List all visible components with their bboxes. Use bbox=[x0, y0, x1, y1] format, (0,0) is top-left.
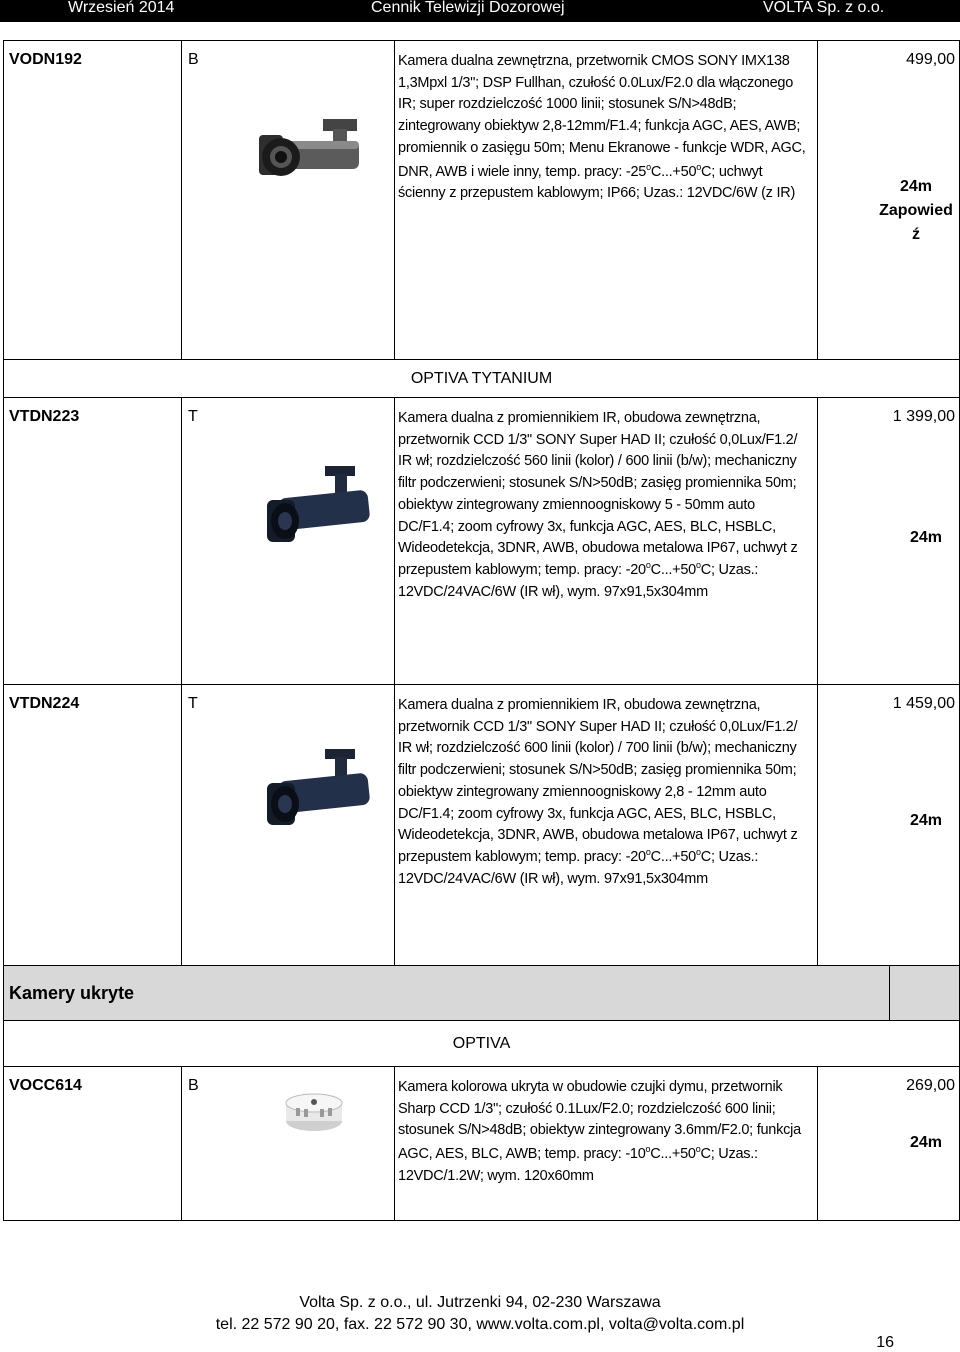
section-title: OPTIVA TYTANIUM bbox=[4, 360, 960, 398]
warranty: 24m bbox=[909, 1134, 943, 1151]
section-row bbox=[4, 1021, 960, 1067]
product-price: 499,00 bbox=[906, 51, 955, 68]
footer-address: Volta Sp. z o.o., ul. Jutrzenki 94, 02-230 Warszawa bbox=[299, 1294, 661, 1311]
header-date: Wrzesień 2014 bbox=[68, 0, 175, 16]
desc-line: promiennik o zasięgu 50m; Menu Ekranowe - funkcje WDR, AGC, bbox=[398, 139, 806, 156]
price-cell bbox=[818, 1067, 960, 1221]
desc-line: 12VDC/24VAC/6W (IR wł), wym. 97x91,5x304mm bbox=[398, 870, 708, 887]
desc-line: filtr podczerwieni; stosunek S/N>50dB; zasięg promiennika 50m; bbox=[398, 762, 797, 779]
product-code: VTDN224 bbox=[4, 685, 182, 966]
product-code: VTDN223 bbox=[4, 398, 182, 685]
desc-line: Kamera kolorowa ukryta w obudowie czujki dymu, przetwornik bbox=[398, 1079, 783, 1095]
bullet-camera-navy-icon bbox=[265, 747, 375, 837]
category-filler bbox=[890, 966, 960, 1021]
header-company: VOLTA Sp. z o.o. bbox=[763, 0, 885, 16]
desc-line: IR; super rozdzielczość 1000 linii; stosunek S/N>48dB; bbox=[398, 96, 737, 113]
product-code: VODN192 bbox=[4, 41, 182, 360]
desc-line: przetwornik CCD 1/3" SONY Super HAD II; czułość 0,0Lux/F1.2/ bbox=[398, 431, 798, 448]
desc-line: przepustem kablowym; temp. pracy: $-20^oC...+50^oC$; Uzas.: bbox=[398, 560, 759, 578]
bullet-camera-navy-icon bbox=[265, 464, 375, 554]
price-cell bbox=[818, 398, 960, 685]
price-cell bbox=[818, 685, 960, 966]
product-description bbox=[395, 685, 818, 966]
product-price: 269,00 bbox=[906, 1077, 955, 1094]
bullet-camera-ir-icon bbox=[257, 111, 372, 191]
desc-line: 12VDC/24VAC/6W (IR wł), wym. 97x91,5x304mm bbox=[398, 583, 708, 600]
table-row bbox=[4, 41, 960, 360]
desc-line: DC/F1.4; zoom cyfrowy 3x, funkcja AGC, AES, BLC, HSBLC, bbox=[398, 518, 776, 535]
product-category: T bbox=[188, 695, 198, 712]
section-title: OPTIVA bbox=[4, 1021, 960, 1067]
page-header bbox=[0, 0, 960, 22]
desc-line: obiektyw zintegrowany zmiennoogniskowy 2,8 - 12mm auto bbox=[398, 783, 767, 800]
desc-line: przepustem kablowym; temp. pracy: $-20^oC...+50^oC$; Uzas.: bbox=[398, 847, 759, 865]
table-row bbox=[4, 398, 960, 685]
header-title: Cennik Telewizji Dozorowej bbox=[371, 0, 565, 16]
desc-line: AGC, AES, BLC, AWB; temp. pracy: $-10^oC...+50^oC$; Uzas.: bbox=[398, 1144, 758, 1163]
desc-line: IR wł; rozdzielczość 600 linii (kolor) / 700 linii (b/w); mechaniczny bbox=[398, 740, 797, 757]
desc-line: DNR, AWB i wiele inny, temp. pracy: $-25^oC...+50^oC$; uchwyt bbox=[398, 161, 763, 180]
desc-line: stosunek S/N>48dB; obiektyw zintegrowany 3.6mm/F2.0; funkcja bbox=[398, 1122, 801, 1139]
desc-line: Kamera dualna z promiennikiem IR, obudowa zewnętrzna, bbox=[398, 697, 761, 713]
price-cell bbox=[818, 41, 960, 360]
desc-line: filtr podczerwieni; stosunek S/N>50dB; zasięg promiennika 50m; bbox=[398, 475, 797, 492]
page-number: 16 bbox=[876, 1334, 894, 1351]
desc-line: DC/F1.4; zoom cyfrowy 3x, funkcja AGC, AES, BLC, HSBLC, bbox=[398, 805, 776, 822]
warranty: 24m bbox=[909, 529, 943, 546]
warranty: 24m Zapowied ź bbox=[879, 178, 953, 243]
product-category: B bbox=[188, 1077, 199, 1094]
product-code: VOCC614 bbox=[4, 1067, 182, 1221]
product-cell bbox=[182, 398, 395, 685]
product-price: 1 399,00 bbox=[892, 408, 955, 425]
product-description bbox=[395, 1067, 818, 1221]
product-cell bbox=[182, 685, 395, 966]
desc-line: Kamera dualna zewnętrzna, przetwornik CMOS SONY IMX138 bbox=[398, 53, 790, 69]
section-row bbox=[4, 360, 960, 398]
table-row bbox=[4, 685, 960, 966]
product-category: T bbox=[188, 408, 198, 425]
desc-line: 1,3Mpxl 1/3"; DSP Fullhan, czułość 0.0Lux/F2.0 dla włączonego bbox=[398, 74, 794, 91]
product-cell bbox=[182, 1067, 395, 1221]
desc-line: Wideodetekcja, 3DNR, AWB, obudowa metalowa IP67, uchwyt z bbox=[398, 540, 798, 557]
product-description bbox=[395, 41, 818, 360]
desc-line: ścienny z przepustem kablowym; IP66; Uzas.: 12VDC/6W (z IR) bbox=[398, 185, 796, 202]
product-price: 1 459,00 bbox=[892, 695, 955, 712]
category-title: Kamery ukryte bbox=[4, 966, 890, 1021]
desc-line: IR wł; rozdzielczość 560 linii (kolor) / 600 linii (b/w); mechaniczny bbox=[398, 453, 797, 470]
table-row bbox=[4, 1067, 960, 1221]
product-cell bbox=[182, 41, 395, 360]
desc-line: 12VDC/1.2W; wym. 120x60mm bbox=[398, 1167, 594, 1184]
product-category: B bbox=[188, 51, 199, 68]
desc-line: przetwornik CCD 1/3" SONY Super HAD II; czułość 0,0Lux/F1.2/ bbox=[398, 718, 798, 735]
warranty: 24m bbox=[909, 812, 943, 829]
desc-line: obiektyw zintegrowany zmiennoogniskowy 5 - 50mm auto bbox=[398, 496, 755, 513]
footer-contact: tel. 22 572 90 20, fax. 22 572 90 30, www.volta.com.pl, volta@volta.com.pl bbox=[215, 1316, 745, 1333]
category-row bbox=[4, 966, 960, 1021]
price-table bbox=[3, 40, 960, 1221]
desc-line: Kamera dualna z promiennikiem IR, obudowa zewnętrzna, bbox=[398, 410, 761, 426]
desc-line: Wideodetekcja, 3DNR, AWB, obudowa metalowa IP67, uchwyt z bbox=[398, 827, 798, 844]
smoke-detector-camera-icon bbox=[282, 1089, 346, 1133]
desc-line: Sharp CCD 1/3"; czułość 0.1Lux/F2.0; rozdzielczość 600 linii; bbox=[398, 1100, 776, 1117]
product-description bbox=[395, 398, 818, 685]
desc-line: zintegrowany obiektyw 2,8-12mm/F1.4; funkcja AGC, AES, AWB; bbox=[398, 118, 801, 135]
